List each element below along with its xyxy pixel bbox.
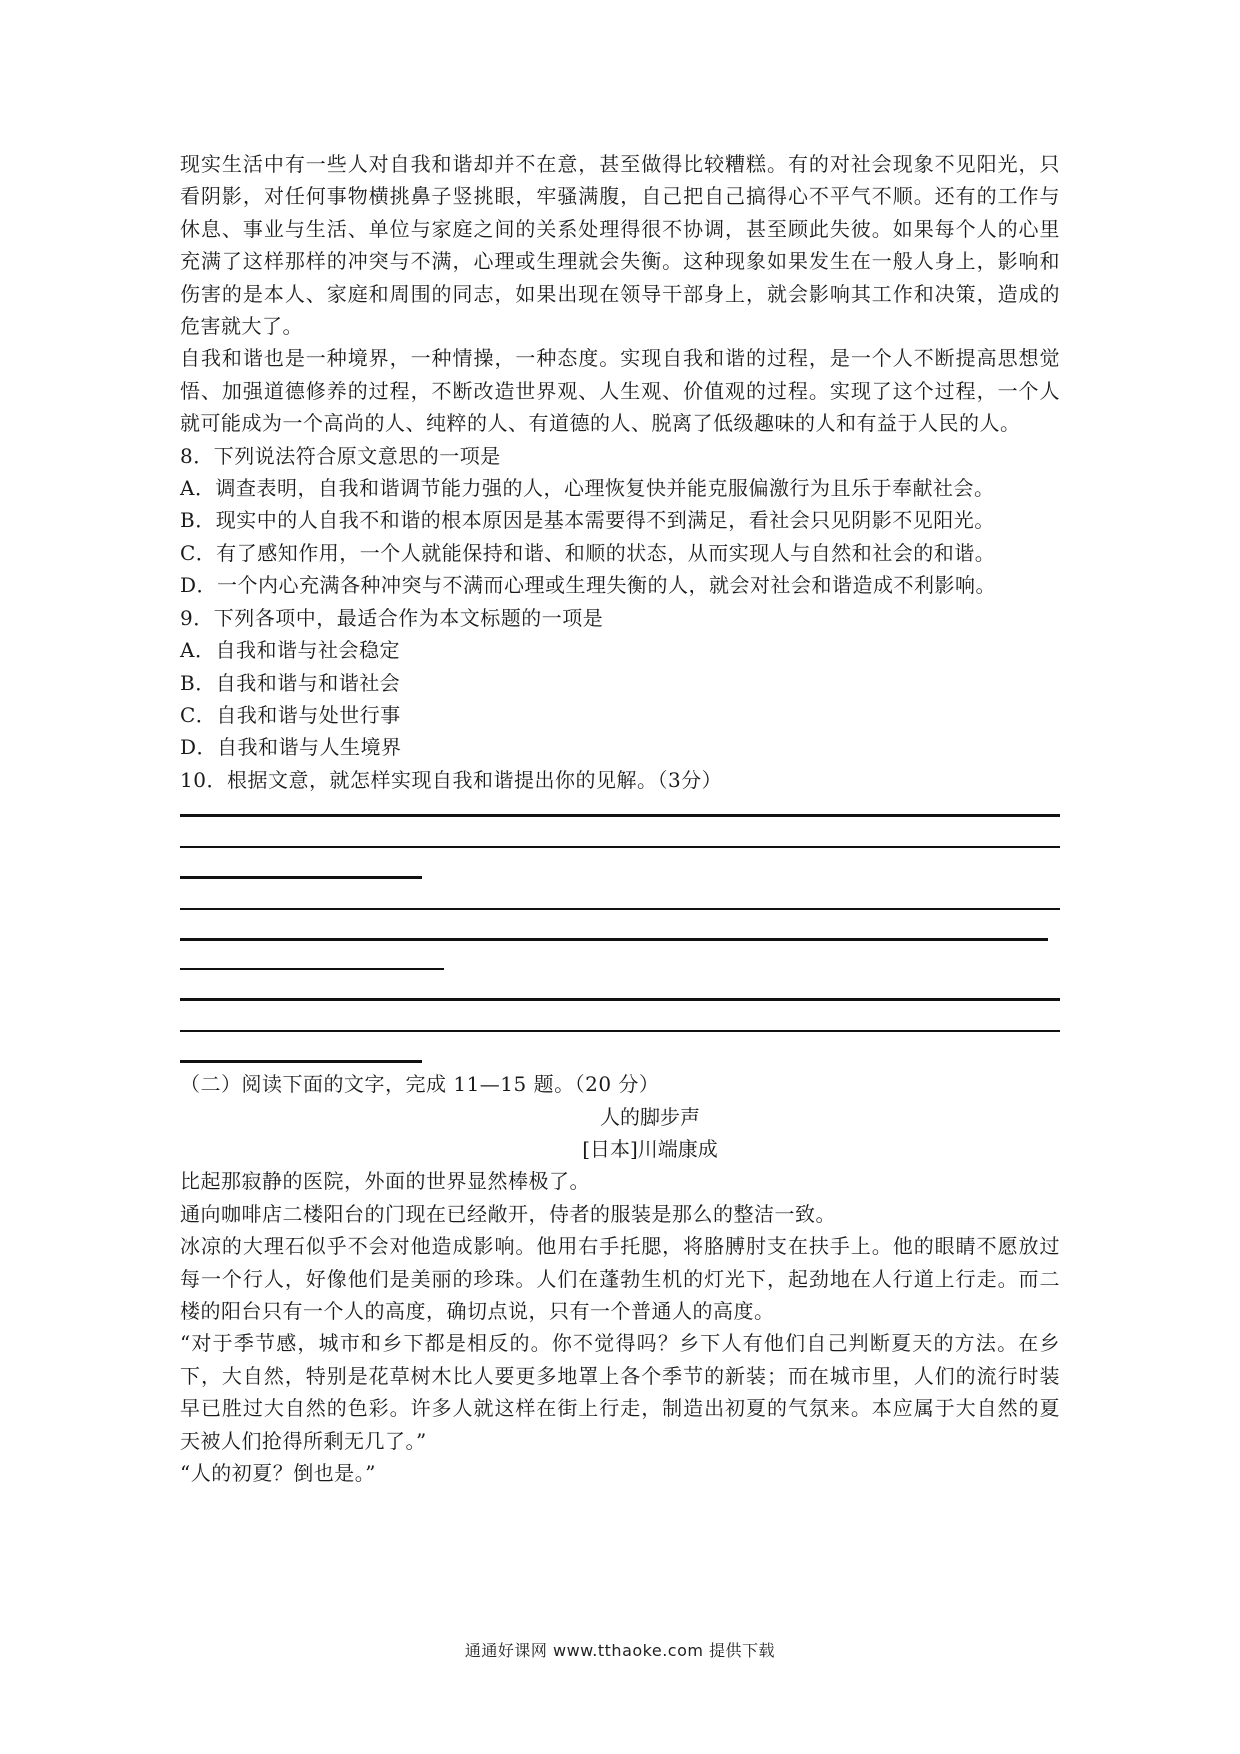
answer-line (180, 968, 444, 970)
answer-line (180, 1060, 422, 1063)
answer-line (180, 908, 1060, 910)
section-2-heading: （二）阅读下面的文字，完成 11—15 题。（20 分） (180, 1072, 660, 1097)
question-9-option-b: B．自我和谐与和谐社会 (180, 670, 401, 695)
passage-paragraph-1: 现实生活中有一些人对自我和谐却并不在意，甚至做得比较糟糕。有的对社会现象不见阳光，只看阴影，对任何事物横挑鼻子竖挑眼，牢骚满腹，自己把自己搞得心不平气不顺。还有的工作与休息、事业与生活、单位与家庭之间的关系处理得很不协调，甚至顾此失彼。如果每个人的心里充满了这样那样的冲突与不满，心理或生理就会失衡。这种现象如果发生在一般人身上，影响和伤害的是本人、家庭和周围的同志，如果出现在领导干部身上，就会影响其工作和决策，造成的危害就大了。 (180, 152, 1060, 339)
question-8-option-d: D．一个内心充满各种冲突与不满而心理或生理失衡的人，就会对社会和谐造成不利影响。 (180, 573, 997, 598)
answer-line (180, 998, 1060, 1001)
answer-line (180, 846, 1060, 848)
answer-line (180, 1030, 1060, 1032)
story-paragraph: “人的初夏？倒也是。” (180, 1461, 376, 1485)
story-paragraph: “对于季节感，城市和乡下都是相反的。你不觉得吗？乡下人有他们自己判断夏天的方法。在乡下，大自然，特别是花草树木比人要更多地罩上各个季节的新装；而在城市里，人们的流行时装早已胜过大自然的色彩。许多人就这样在街上行走，制造出初夏的气氛来。本应属于大自然的夏天被人们抢得所剩无几了。” (180, 1331, 1060, 1453)
story-paragraph: 冰凉的大理石似乎不会对他造成影响。他用右手托腮，将胳膊肘支在扶手上。他的眼睛不愿放过每一个行人，好像他们是美丽的珍珠。人们在蓬勃生机的灯光下，起劲地在人行道上行走。而二楼的阳台只有一个人的高度，确切点说，只有一个普通人的高度。 (180, 1234, 1060, 1323)
answer-line (180, 876, 422, 879)
answer-line (180, 814, 1060, 817)
story-title: 人的脚步声 (600, 1104, 700, 1129)
question-8-stem: 8．下列说法符合原文意思的一项是 (180, 443, 501, 468)
question-8-option-a: A．调查表明，自我和谐调节能力强的人，心理恢复快并能克服偏激行为且乐于奉献社会。 (180, 476, 995, 501)
question-9-option-d: D．自我和谐与人生境界 (180, 735, 402, 760)
story-paragraph: 通向咖啡店二楼阳台的门现在已经敞开，侍者的服装是那么的整洁一致。 (180, 1201, 836, 1226)
answer-line (180, 938, 1048, 941)
question-10-stem: 10．根据文意，就怎样实现自我和谐提出你的见解。（3分） (180, 767, 723, 792)
story-author: [日本]川端康成 (582, 1136, 718, 1161)
page-footer: 通通好课网 www.tthaoke.com 提供下载 (464, 1641, 776, 1660)
passage-paragraph-2: 自我和谐也是一种境界，一种情操，一种态度。实现自我和谐的过程，是一个人不断提高思想觉悟、加强道德修养的过程，不断改造世界观、人生观、价值观的过程。实现了这个过程，一个人就可能成为一个高尚的人、纯粹的人、有道德的人、脱离了低级趣味的人和有益于人民的人。 (180, 346, 1060, 436)
question-9-option-c: C．自我和谐与处世行事 (180, 702, 401, 727)
story-paragraph: 比起那寂静的医院，外面的世界显然棒极了。 (180, 1169, 590, 1194)
question-8-option-c: C．有了感知作用，一个人就能保持和谐、和顺的状态，从而实现人与自然和社会的和谐。 (180, 540, 996, 565)
question-8-option-b: B．现实中的人自我不和谐的根本原因是基本需要得不到满足，看社会只见阴影不见阳光。 (180, 508, 995, 533)
question-9-stem: 9．下列各项中，最适合作为本文标题的一项是 (180, 605, 604, 630)
page-content (180, 148, 1060, 1489)
question-9-option-a: A．自我和谐与社会稳定 (180, 638, 400, 663)
answer-lines-area[interactable] (180, 808, 1060, 1068)
